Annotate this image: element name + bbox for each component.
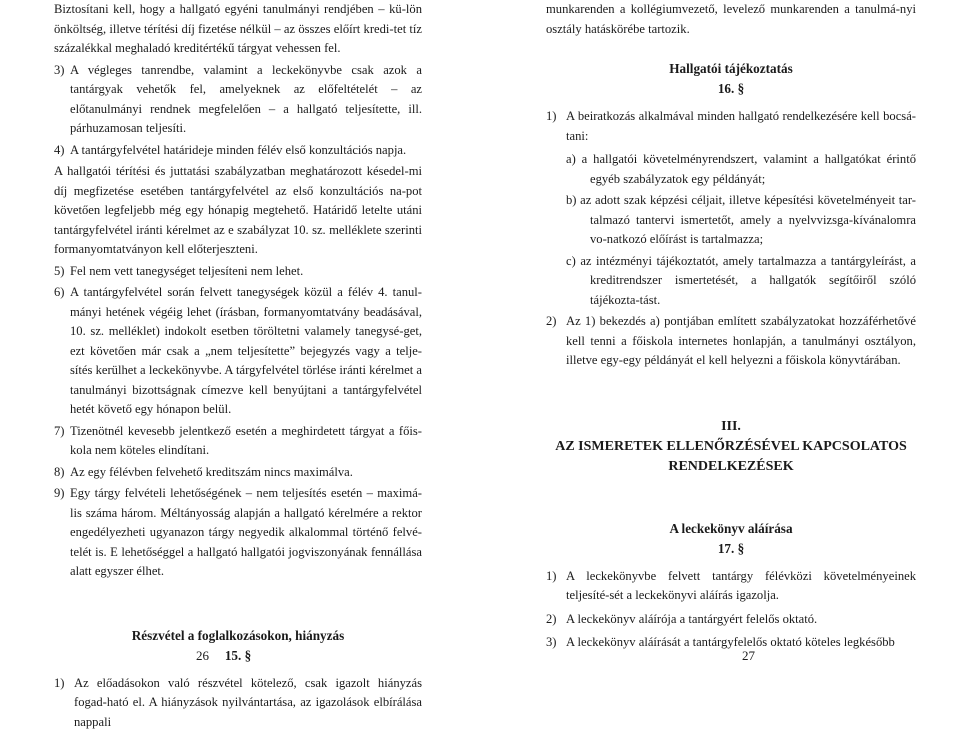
list-item <box>54 484 422 582</box>
item-text: Az egy félévben felvehető kreditszám nincs maximálva. <box>70 465 353 479</box>
item-text: Az 1) bekezdés a) pontjában említett szabályzatokat hozzáférhetővé kell tenni a főiskola internetes honlapján, a tanulmányi osztályon, illetve egy-egy példányát el kell helyezni a főiskola könyvtárában. <box>566 314 916 367</box>
spacer <box>546 375 916 417</box>
sub-item: c) az intézményi tájékoztatót, amely tartalmazza a tantárgyleírást, a kreditrendszer ismertetését, a hallgatók segítőiről szóló tájékozta-tást. <box>546 252 916 311</box>
item-text: Fel nem vett tanegységet teljesíteni nem lehet. <box>70 264 303 278</box>
paragraph: munkarenden a kollégiumvezető, levelező munkarenden a tanulmá-nyi osztály hatáskörébe tartozik. <box>546 0 916 39</box>
item-text: Egy tárgy felvételi lehetőségének – nem teljesítés esetén – maximá-lis száma három. Méltányosság alapján a hallgató kérelmére a rektor engedélyezheti ugyanazon tárgy negyedik alkalommal történő felvé-telét is. E lehetőséggel a hallgató hallgatói jogviszonyának fennállása alatt egyszer élhet. <box>70 486 422 578</box>
item-text: Az előadásokon való részvétel kötelező, csak igazolt hiányzás fogad-ható el. A hiányzások nyilvántartása, az igazolások elbírálása nappali <box>74 676 422 729</box>
item-number: 7) <box>54 422 70 442</box>
item-number: 6) <box>54 283 70 303</box>
list-item <box>546 107 916 146</box>
section-title: Részvétel a foglalkozásokon, hiányzás <box>54 626 422 646</box>
item-number: 5) <box>54 262 70 282</box>
list-item <box>546 312 916 371</box>
item-text: A tantárgyfelvétel során felvett tanegységek közül a félév 4. tanul-mányi hetének végéig lehet (írásban, formanyomtatvány beadásával, 10. sz. melléklet) indokolt esetben töröltetni valamely tanegysé-get, ezt követően már csak a „nem teljesítette” bejegyzés vagy a telje-sítés kerülhet a leckekönyvbe. A tárgyfelvétel törlése iránti kérelmet a tanulmányi bizottságnak címezve kell benyújtani a tantárgyfelvétel hetét követő egy hónapon belül. <box>70 285 422 416</box>
item-number: 1) <box>546 107 566 127</box>
chapter-title: RENDELKEZÉSEK <box>546 457 916 477</box>
item-number: 1) <box>54 674 74 694</box>
item-text: A leckekönyv aláírója a tantárgyért felelős oktató. <box>566 612 817 626</box>
section-number: 17. § <box>546 539 916 559</box>
item-text: A beiratkozás alkalmával minden hallgató rendelkezésére kell bocsá-tani: <box>566 109 916 143</box>
list-item <box>546 567 916 606</box>
item-number: 2) <box>546 610 566 630</box>
list-item <box>54 422 422 461</box>
item-number: 3) <box>546 633 566 653</box>
chapter-number: III. <box>546 417 916 437</box>
section-title: Hallgatói tájékoztatás <box>546 59 916 79</box>
spacer <box>546 41 916 59</box>
page-number: 26 <box>196 648 209 664</box>
list-item <box>54 283 422 420</box>
sub-item: b) az adott szak képzési céljait, illetve képesítési követelményeit tar-talmazó tantervi ismertetőt, amely a nyelvvizsga-kívánalomra vo-natkozó előírást is tartalmazza; <box>546 191 916 250</box>
spacer <box>546 99 916 107</box>
item-number: 2) <box>546 312 566 332</box>
item-text: Tizenötnél kevesebb jelentkező esetén a meghirdetett tárgyat a főis-kola nem köteles elindítani. <box>70 424 422 458</box>
list-item <box>54 674 422 732</box>
list-item <box>54 262 422 282</box>
page-left <box>0 0 480 667</box>
section-title: A leckekönyv aláírása <box>546 519 916 539</box>
section-number: 16. § <box>546 79 916 99</box>
item-text: A tantárgyfelvétel határideje minden félév első konzultációs napja. <box>70 143 406 157</box>
item-number: 8) <box>54 463 70 483</box>
spacer <box>546 559 916 567</box>
sub-item: a) a hallgatói követelményrendszert, valamint a hallgatókat érintő egyéb szabályzatok egy példányát; <box>546 150 916 189</box>
spacer <box>546 477 916 519</box>
paragraph: A hallgatói térítési és juttatási szabályzatban meghatározott késedel-mi díj megfizetése esetében tantárgyfelvétel az első konzultációs na-pot követően legfeljebb még egy hónapig megtehető. Határidő letelte utáni tantárgyfelvétel iránti kérelmet az e szabályzat 10. sz. melléklete szerinti formanyomtatványon kell előterjeszteni. <box>54 162 422 260</box>
section-number: 15. § <box>54 646 422 666</box>
item-text: A leckekönyv aláírását a tantárgyfelelős oktató köteles legkésőbb <box>566 635 895 649</box>
chapter-title: AZ ISMERETEK ELLENŐRZÉSÉVEL KAPCSOLATOS <box>546 437 916 457</box>
item-number: 3) <box>54 61 70 81</box>
item-text: A végleges tanrendbe, valamint a leckekönyvbe csak azok a tantárgyak vehetők fel, amelyeknek az előfeltételét – az előtanulmányi rendnek megfelelően – a hallgató teljesítette, ill. párhuzamosan teljesíti. <box>70 63 422 136</box>
paragraph: Biztosítani kell, hogy a hallgató egyéni tanulmányi rendjében – kü-lön önköltség, illetve térítési díj fizetése nélkül – az összes előírt kredi-tet tíz százalékkal meghaladó kreditértékű tárgyat vehessen fel. <box>54 0 422 59</box>
list-item <box>546 610 916 630</box>
item-number: 1) <box>546 567 566 587</box>
page-right <box>480 0 960 667</box>
item-number: 4) <box>54 141 70 161</box>
list-item <box>54 141 422 161</box>
spacer <box>54 584 422 626</box>
page-number: 27 <box>742 648 755 664</box>
list-item <box>546 633 916 653</box>
list-item <box>54 463 422 483</box>
item-number: 9) <box>54 484 70 504</box>
item-text: A leckekönyvbe felvett tantárgy félévközi követelményeinek teljesíté-sét a leckekönyvi aláírás igazolja. <box>566 569 916 603</box>
list-item <box>54 61 422 139</box>
